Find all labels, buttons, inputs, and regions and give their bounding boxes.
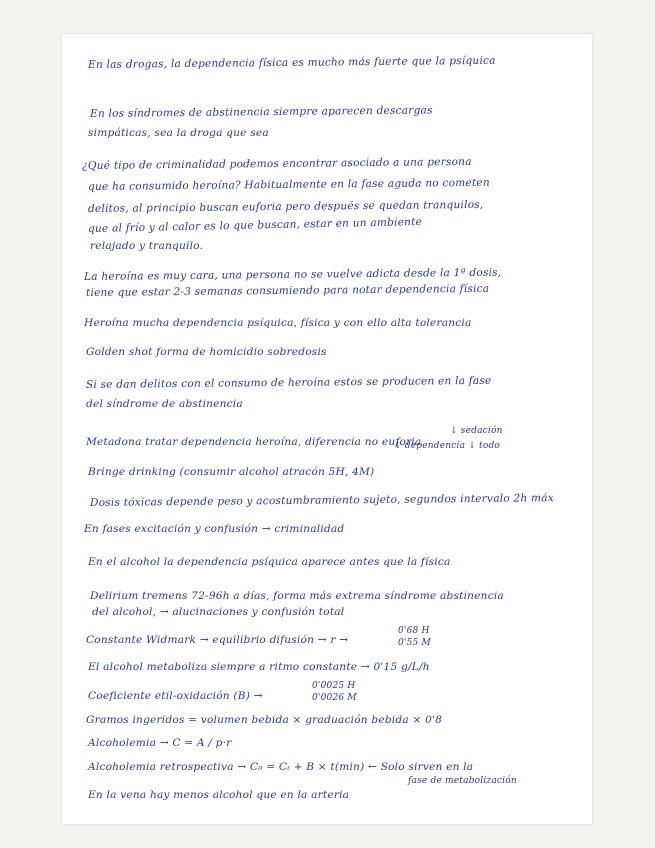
note-line-vein-artery: En la vena hay menos alcohol que en la arteria bbox=[88, 789, 350, 801]
note-line-widmark-women: 0'55 M bbox=[398, 638, 431, 648]
note-line-criminality-3: delitos, al principio buscan euforia pero después se quedan tranquilos, bbox=[87, 198, 484, 215]
note-line-methadone-sedation: ↓ sedación bbox=[450, 426, 503, 436]
note-line-delirium-2: del alcohol, → alucinaciones y confusión total bbox=[92, 606, 345, 618]
note-line-retrospective-2: fase de metabolización bbox=[408, 776, 517, 786]
note-line-criminality-5: relajado y tranquilo. bbox=[90, 240, 204, 252]
note-line-oxidation-coef: Coeficiente etil-oxidación (B) → bbox=[88, 690, 263, 702]
note-line-criminality-4: que al frío y al calor es lo que buscan, estar en un ambiente bbox=[87, 216, 423, 235]
note-line-criminality-2: que ha consumido heroína? Habitualmente en la fase aguda no cometen bbox=[87, 176, 490, 193]
note-line-methadone-1: Metadona tratar dependencia heroína, diferencia no euforia bbox=[86, 436, 422, 448]
note-line-metabolism-rate: El alcohol metaboliza siempre a ritmo constante → 0'15 g/L/h bbox=[88, 661, 430, 673]
note-line-heroin-crime-2: del síndrome de abstinencia bbox=[86, 398, 243, 410]
note-line-toxic-doses: Dosis tóxicas depende peso y acostumbramiento sujeto, segundos intervalo 2h máx bbox=[89, 492, 554, 509]
note-line-grams-ingested: Gramos ingeridos = volumen bebida × graduación bebida × 0'8 bbox=[86, 714, 443, 726]
note-line-retrospective-1: Alcoholemia retrospectiva → C₀ = Cₜ + B × t(min) ← Solo sirven en la bbox=[88, 761, 474, 773]
note-line-delirium-1: Delirium tremens 72-96h a días, forma más extrema síndrome abstinencia bbox=[90, 590, 504, 602]
note-line-alcoholemia: Alcoholemia → C = A / p·r bbox=[88, 737, 232, 749]
note-line-heroin-cost-1: La heroína es muy cara, una persona no se vuelve adicta desde la 1ª dosis, bbox=[83, 266, 502, 283]
note-line-widmark: Constante Widmark → equilibrio difusión → r → bbox=[86, 634, 349, 646]
note-line-excitation: En fases excitación y confusión → criminalidad bbox=[84, 523, 345, 535]
note-line-oxidation-women: 0'0026 M bbox=[312, 693, 357, 703]
notebook-page bbox=[62, 34, 592, 824]
note-line-criminality-1: ¿Qué tipo de criminalidad podemos encontrar asociado a una persona bbox=[81, 155, 472, 172]
note-line-withdrawal-1: En los síndromes de abstinencia siempre aparecen descargas bbox=[89, 104, 433, 120]
note-line-widmark-men: 0'68 H bbox=[398, 626, 430, 636]
note-line-oxidation-men: 0'0025 H bbox=[312, 681, 356, 691]
note-line-heroin-tolerance: Heroína mucha dependencia psíquica, física y con ello alta tolerancia bbox=[84, 317, 472, 329]
note-line-methadone-2: ↓ dependencia ↓ todo bbox=[394, 441, 501, 451]
note-line-alcohol-dependence: En el alcohol la dependencia psíquica aparece antes que la física bbox=[88, 556, 451, 568]
note-line-binge-drinking: Bringe drinking (consumir alcohol atracón 5H, 4M) bbox=[88, 466, 375, 478]
note-line-heroin-cost-2: tiene que estar 2-3 semanas consumiendo para notar dependencia física bbox=[85, 282, 490, 299]
note-line-heroin-crime-1: Si se dan delitos con el consumo de heroína estos se producen en la fase bbox=[85, 374, 492, 391]
note-line-golden-shot: Golden shot forma de homicidio sobredosis bbox=[86, 346, 327, 358]
note-line-withdrawal-2: simpáticas, sea la droga que sea bbox=[88, 127, 269, 139]
note-line-drug-dependence: En las drogas, la dependencia física es mucho más fuerte que la psíquica bbox=[87, 54, 496, 71]
